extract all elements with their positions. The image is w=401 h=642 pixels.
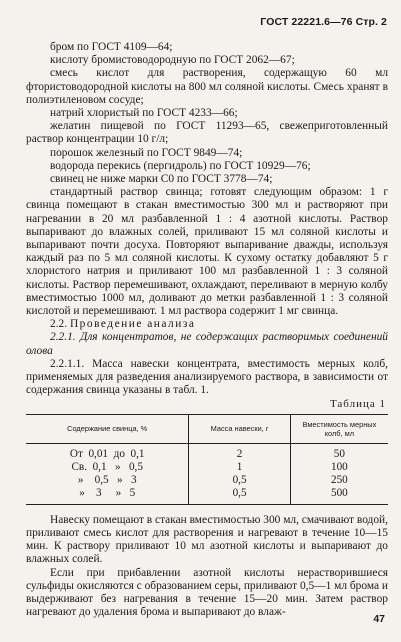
table-caption: Таблица 1 [329,398,386,411]
table-cell: 100 [290,461,388,474]
paragraph-after-table: Если при прибавлении азотной кислоты нерастворившиеся сульфиды окисляются с образованием серы, приливают 0,5—1 мл брома и выдерживают без нагревания в течение 15—20 мин. Затем раствор нагревают до удаления брома и выпаривают до влаж- [26,566,388,619]
table-header-cell: Вместимость мерных колб, мл [290,414,388,443]
paragraph-2-2-1-1: 2.2.1.1. Масса навески концентрата, вместимость мерных колб, применяемых для разведения анализируемого раствора, в зависимости от содержания свинца указаны в табл. 1. [26,357,388,397]
table-row [26,487,388,505]
reagent-item: кислоту бромистоводородную по ГОСТ 2062—67; [50,54,295,67]
table-header-cell: Масса навески, г [189,414,290,443]
table-cell: 250 [290,474,388,487]
reagent-item: бром по ГОСТ 4109—64; [50,41,173,53]
subsection-heading: 2.2.1. Для концентратов, не содержащих растворимых соединений олова [26,331,388,357]
table-row [26,443,388,461]
table-row [26,461,388,474]
section-number: 2.2. [50,318,68,331]
page-header: ГОСТ 22221.6—76 Стр. 2 [260,16,387,28]
reagent-item: стандартный раствор свинца; готовят следующим образом: 1 г свинца помещают в стакан вместимостью 300 мл и растворяют при нагревании в 20 мл разбавленной 1 : 4 азотной кислоты. Раствор выпаривают до влажных солей, приливают 15 мл соляной кислоты и выпаривают почти досуха. Повторяют выпаривание дважды, используя каждый раз по 5 мл соляной кислоты. К сухому остатку добавляют 5 г хлористого натрия и приливают 100 мл разбавленной 1 : 3 соляной кислоты. Раствор перемешивают, охлаждают, переливают в мерную колбу вместимостью 1000 мл, доливают до метки разбавленной 1 : 3 соляной кислотой и перемешивают. 1 мл раствора содержит 1 мг свинца. [26,186,388,318]
section-heading [26,318,388,331]
table-cell: 2 [189,443,290,461]
document-body [26,41,388,619]
reagent-item: натрий хлористый по ГОСТ 4233—66; [50,107,238,120]
table-cell: Св. 0,1 » 0,5 [71,460,143,473]
page-number: 47 [373,613,385,625]
reagent-item: порошок железный по ГОСТ 9849—74; [50,146,243,159]
table-cell: » 0,5 » 3 [77,473,137,486]
table-cell: От 0,01 до 0,1 [69,447,145,460]
table-cell: » 3 » 5 [26,487,189,505]
table-cell: 50 [290,443,388,461]
table-row [26,474,388,487]
table-cell: 0,5 [189,474,290,487]
reagent-item: смесь кислот для растворения, содержащую 60 мл фтористоводородной кислоты на 800 мл соляной кислоты. Смесь хранят в полиэтиленовом сосуде; [26,67,388,106]
table-cell: 0,5 [189,487,290,505]
reagent-item: водорода перекись (пергидроль) по ГОСТ 10929—76; [50,159,311,172]
table-header-cell: Содержание свинца, % [26,414,189,443]
table-cell: 500 [290,487,388,505]
table-header-row [26,414,388,443]
table-cell: 1 [189,461,290,474]
reagent-item: свинец не ниже марки С0 по ГОСТ 3778—74; [50,173,273,186]
paragraph-after-table: Навеску помещают в стакан вместимостью 300 мл, смачивают водой, приливают смесь кислот для растворения и нагревают в течение 10—15 мин. К раствору приливают 10 мл азотной кислоты и выпаривают до влажных солей. [26,513,388,566]
reagent-item: желатин пищевой по ГОСТ 11293—65, свежеприготовленный раствор концентрации 10 г/л; [26,120,388,146]
section-title: Проведение анализа [69,318,196,331]
lead-content-table [26,414,388,505]
